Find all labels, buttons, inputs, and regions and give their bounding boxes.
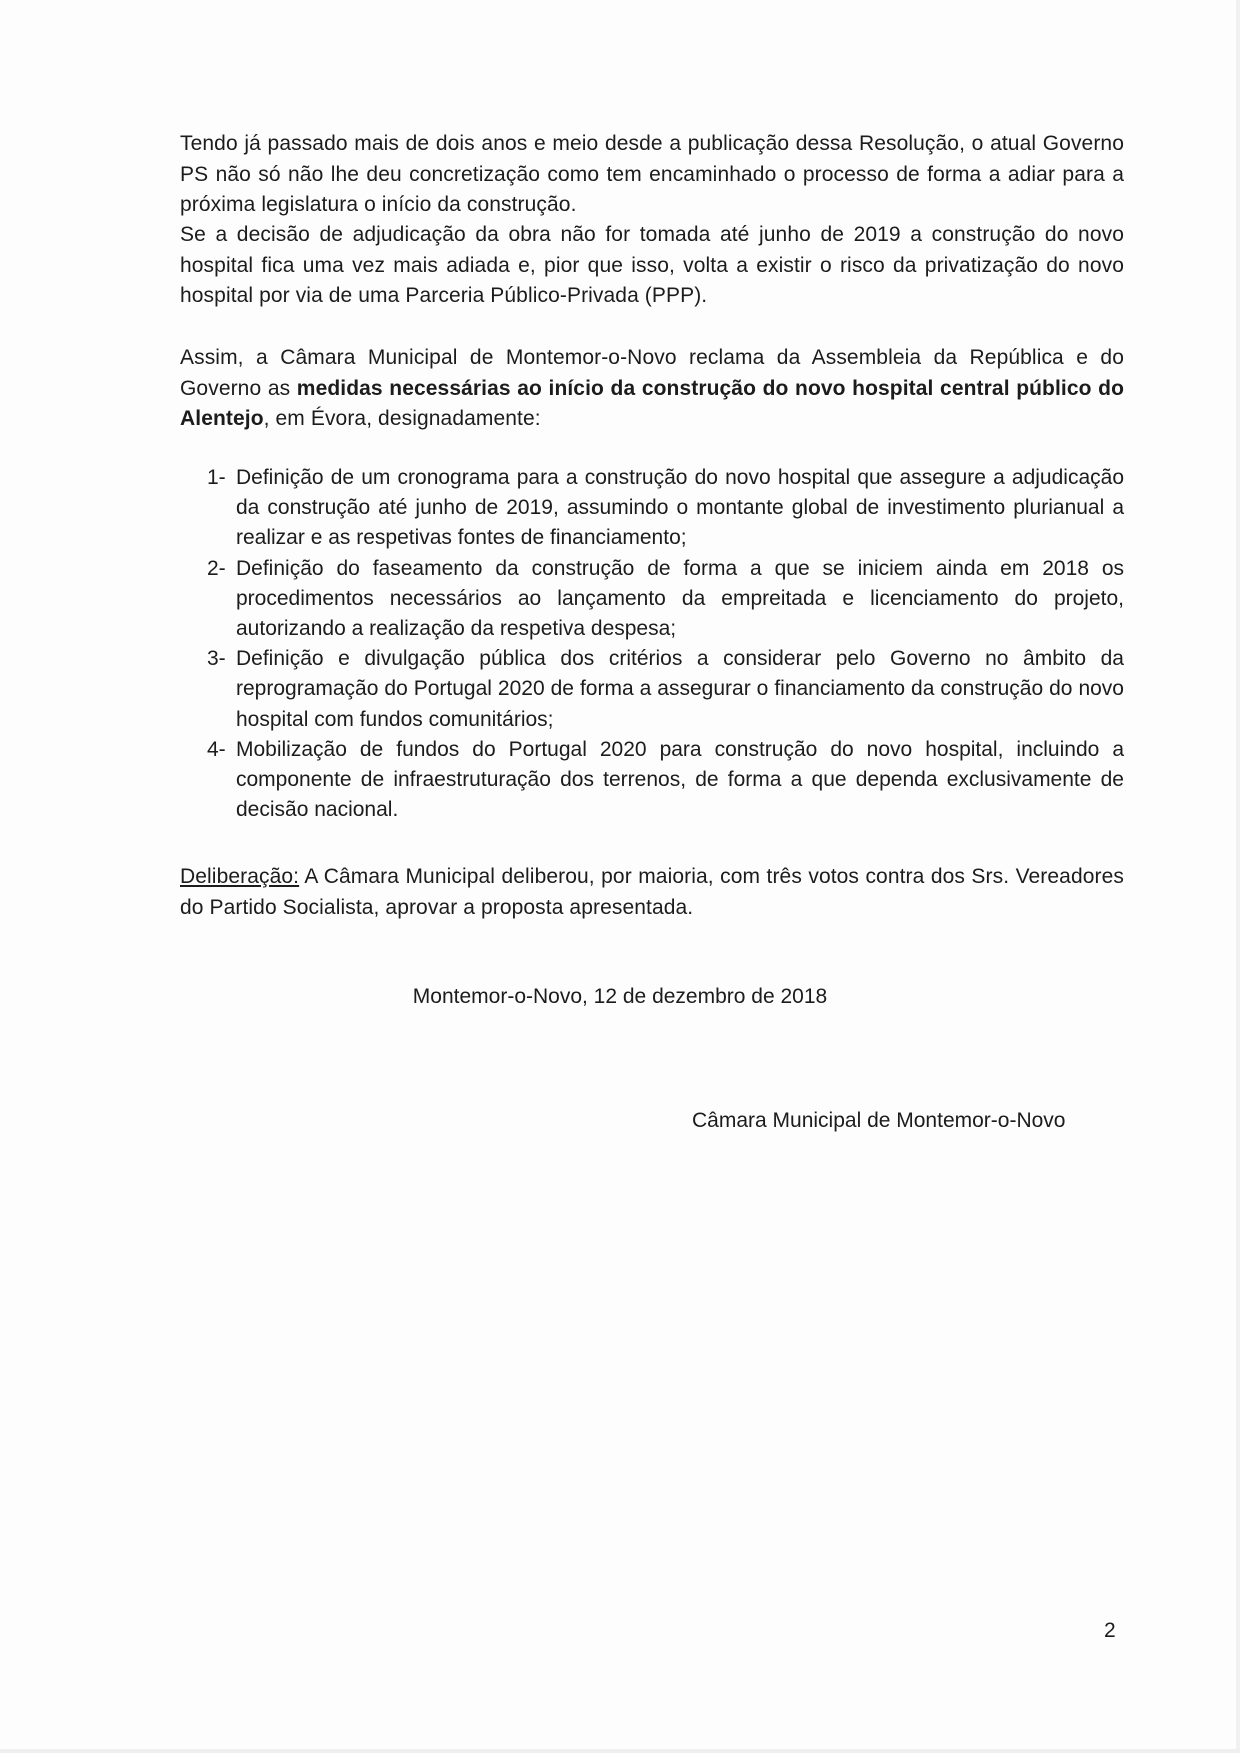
list-item-text: Definição de um cronograma para a construção do novo hospital que assegure a adjudicação da construção até junho de 2019, assumindo o montante global de investimento plurianual a realizar e as respetivas fontes de financiamento; — [236, 466, 1124, 550]
signature-line: Câmara Municipal de Montemor-o-Novo — [692, 1109, 1066, 1132]
scan-edge-right — [1236, 0, 1240, 1753]
list-item-number: 3- — [207, 647, 226, 671]
deliberation-paragraph — [180, 862, 1124, 923]
list-item — [180, 554, 1124, 645]
list-item — [180, 644, 1124, 735]
list-item — [180, 735, 1124, 826]
paragraph-delay-text: Tendo já passado mais de dois anos e meio desde a publicação dessa Resolução, o atual Governo PS não só não lhe deu concretização como tem encaminhado o processo de forma a adiar para a próxima legislatura o início da construção. — [180, 132, 1124, 217]
paragraph-risk-text: Se a decisão de adjudicação da obra não for tomada até junho de 2019 a construção do novo hospital fica uma vez mais adiada e, pior que isso, volta a existir o risco da privatização do novo hospital por via de uma Parceria Público-Privada (PPP). — [180, 223, 1124, 308]
deliberation-label: Deliberação: — [180, 865, 300, 888]
date-line: Montemor-o-Novo, 12 de dezembro de 2018 — [412, 985, 828, 1008]
paragraph-demand — [180, 343, 1124, 435]
list-item — [180, 463, 1124, 554]
measures-list — [180, 463, 1124, 825]
list-item-text: Definição e divulgação pública dos critérios a considerar pelo Governo no âmbito da reprogramação do Portugal 2020 de forma a assegurar o financiamento da construção do novo hospital com fundos comunitários; — [236, 647, 1124, 731]
deliberation-text: A Câmara Municipal deliberou, por maioria, com três votos contra dos Srs. Vereadores do Partido Socialista, aprovar a proposta apresentada. — [180, 865, 1124, 919]
list-item-number: 4- — [207, 737, 226, 761]
page-number: 2 — [1104, 1619, 1116, 1642]
paragraph-delay — [180, 129, 1124, 221]
paragraph-demand-intro: Assim, a Câmara Municipal de Montemor-o-Novo reclama da Assembleia da República e do Governo as — [180, 346, 1124, 400]
paragraph-demand-emphasis: medidas necessárias ao início da construção do novo hospital central público do Alentejo — [180, 376, 1125, 431]
list-item-text: Definição do faseamento da construção de forma a que se iniciem ainda em 2018 os procedimentos necessários ao lançamento da empreitada e licenciamento do projeto, autorizando a realização da respetiva despesa; — [236, 556, 1124, 641]
list-item-number: 2- — [207, 556, 226, 580]
list-item-text: Mobilização de fundos do Portugal 2020 para construção do novo hospital, incluindo a componente de infraestruturação dos terrenos, de forma a que dependa exclusivamente de decisão nacional. — [236, 737, 1124, 822]
list-item-number: 1- — [207, 466, 226, 489]
paragraph-risk — [180, 220, 1124, 312]
paragraph-demand-outro: , em Évora, designadamente: — [263, 407, 541, 431]
scan-edge-bottom — [0, 1749, 1240, 1753]
